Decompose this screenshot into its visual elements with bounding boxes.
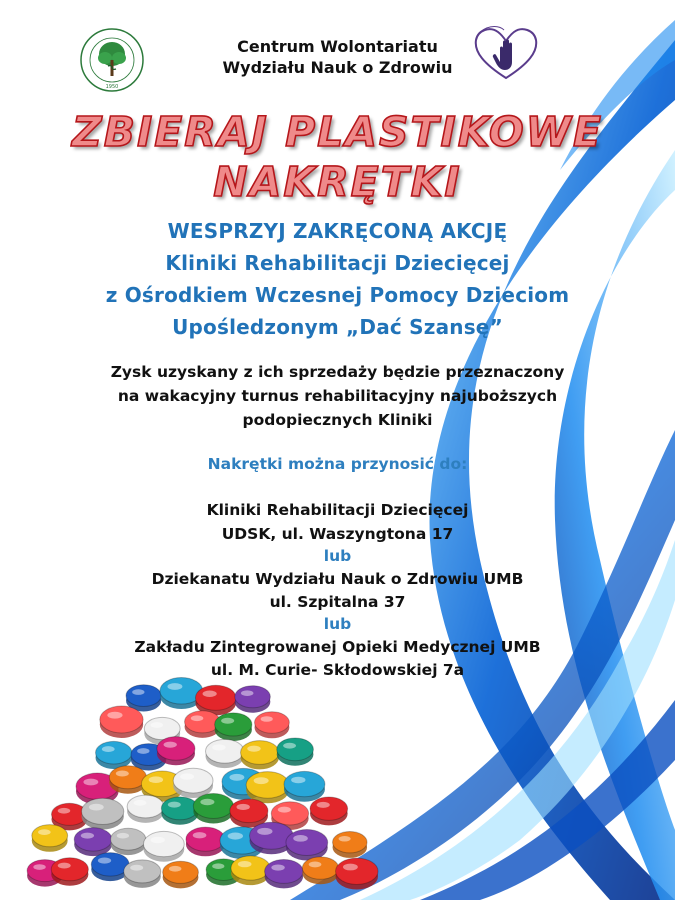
bottle-cap-icon [74,828,112,856]
or-separator-1: lub [323,547,352,565]
bottle-cap-icon [163,861,199,888]
bottle-cap-icon [32,825,68,852]
bottle-cap-icon [246,772,289,804]
or-separator-2: lub [323,615,352,633]
dropoff-heading: Nakrętki można przynosić do: [207,455,468,473]
place1-name: Kliniki Rehabilitacji Dziecięcej [206,501,469,519]
appeal-line4: Upośledzonym „Dać Szansę” [172,315,503,339]
appeal-line3: z Ośrodkiem Wczesnej Pomocy Dzieciom [105,283,570,307]
bottle-cap-icon [193,794,233,824]
bottle-cap-icon [333,832,368,858]
bottle-cap-icon [286,830,328,861]
bottle-cap-icon [302,857,338,884]
bottle-cap-icon [82,798,124,829]
bottle-cap-icon [96,741,132,769]
organizer-name-line1: Centrum Wolontariatu [237,37,438,56]
purpose-line2: na wakacyjny turnus rehabilitacyjny najuboższych [117,387,558,405]
bottle-cap-icon [143,831,184,861]
bottle-cap-icon [109,766,146,794]
main-title-line2: NAKRĘTKI [213,158,462,206]
bottle-caps-photo [0,660,420,900]
bottle-cap-icon [265,859,304,888]
bottle-cap-icon [157,737,195,766]
bottle-cap-icon [91,853,129,881]
bottle-cap-icon [51,858,88,886]
main-title-line1: ZBIERAJ PLASTIKOWE [72,108,603,156]
place2-address: ul. Szpitalna 37 [269,593,406,611]
bottle-cap-icon [186,827,225,856]
bottle-cap-icon [235,686,271,713]
bottle-cap-icon [127,795,164,823]
place3-name: Zakładu Zintegrowanej Opieki Medycznej UMB [134,638,541,656]
purpose-line3: podopiecznych Kliniki [242,411,433,429]
bottle-cap-icon [241,741,279,770]
bottle-cap-icon [161,797,198,825]
bottle-cap-icon [124,860,161,888]
bottle-cap-icon [310,797,348,825]
place3-address: ul. M. Curie- Skłodowskiej 7a [210,661,465,679]
bottle-cap-icon [206,739,244,768]
bottle-cap-icon [100,706,143,738]
bottle-cap-icon [277,738,314,766]
bottle-cap-icon [173,768,213,798]
organizer-name-line2: Wydziału Nauk o Zdrowiu [222,58,453,77]
place2-name: Dziekanatu Wydziału Nauk o Zdrowiu UMB [151,570,524,588]
bottle-cap-icon [255,712,290,739]
place1-address: UDSK, ul. Waszyngtona 17 [221,525,454,543]
seal-year-text: 1950 [105,84,119,90]
bottle-cap-icon [284,771,325,801]
bottle-cap-icon [336,858,379,889]
bottle-cap-icon [111,828,146,855]
appeal-line2: Kliniki Rehabilitacji Dziecięcej [165,251,510,275]
purpose-line1: Zysk uzyskany z ich sprzedaży będzie przeznaczony [110,363,565,381]
bottle-cap-icon [215,713,252,741]
appeal-line1: WESPRZYJ ZAKRĘCONĄ AKCJĘ [167,219,508,243]
